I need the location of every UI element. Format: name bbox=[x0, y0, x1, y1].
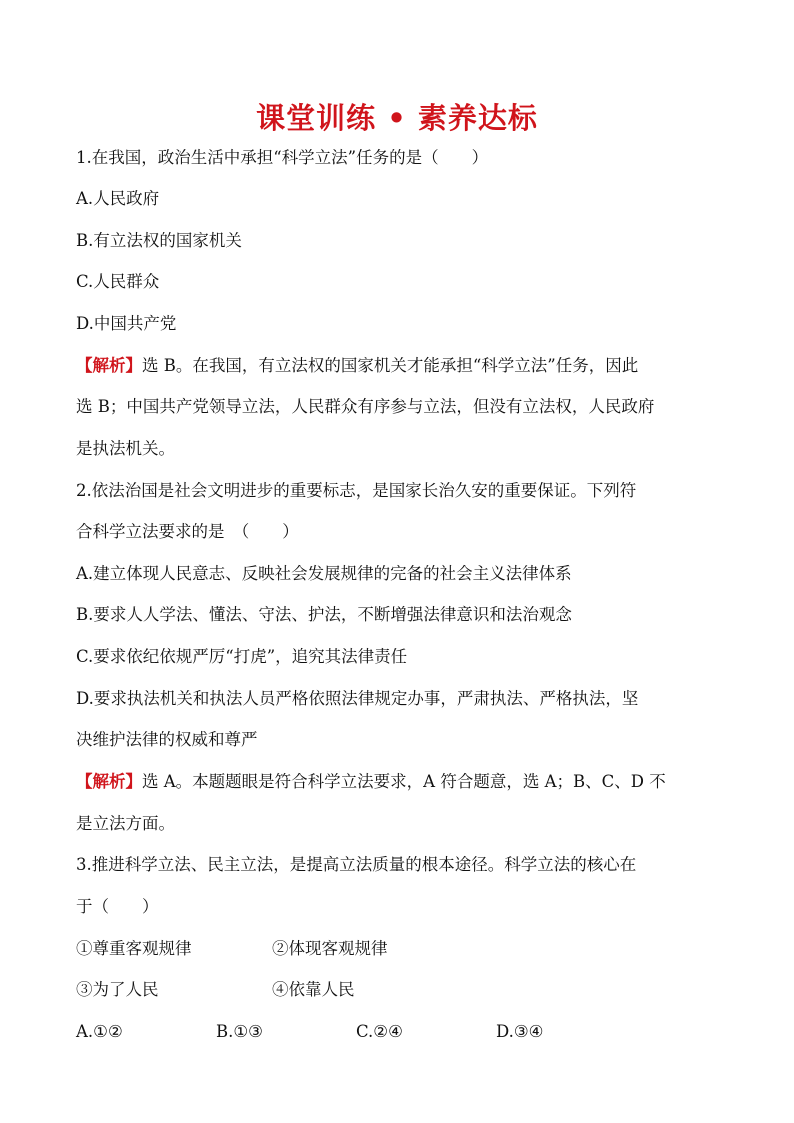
q1-option-c: C.人民群众 bbox=[76, 272, 160, 291]
q3-item-1: ①尊重客观规律 bbox=[76, 939, 192, 958]
q3-stem-line-2: 于（ ） bbox=[76, 897, 159, 916]
q2-stem-line-1: 2.依法治国是社会文明进步的重要标志，是国家长治久安的重要保证。下列符 bbox=[76, 481, 637, 500]
q2-analysis-line-1 bbox=[76, 772, 722, 792]
q1-analysis-line-2: 选 B；中国共产党领导立法，人民群众有序参与立法，但没有立法权，人民政府 bbox=[76, 397, 655, 416]
q1-analysis-line-3: 是执法机关。 bbox=[76, 439, 175, 458]
q2-stem-line-2: 合科学立法要求的是 （ ） bbox=[76, 522, 299, 541]
q3-item-4: ④依靠人民 bbox=[272, 980, 355, 999]
q1-analysis-text-1: 选 B。在我国，有立法权的国家机关才能承担“科学立法”任务，因此 bbox=[142, 356, 639, 375]
q2-analysis-line-2: 是立法方面。 bbox=[76, 814, 175, 833]
q3-choice-c: C.②④ bbox=[356, 1022, 403, 1041]
q2-option-a: A.建立体现人民意志、反映社会发展规律的完备的社会主义法律体系 bbox=[76, 564, 572, 583]
q3-choice-b: B.①③ bbox=[216, 1022, 263, 1041]
q3-stem-line-1: 3.推进科学立法、民主立法，是提高立法质量的根本途径。科学立法的核心在 bbox=[76, 855, 637, 874]
q3-item-3: ③为了人民 bbox=[76, 980, 159, 999]
q1-option-d: D.中国共产党 bbox=[76, 314, 177, 333]
q1-stem: 1.在我国，政治生活中承担“科学立法”任务的是（ ） bbox=[76, 148, 489, 167]
q2-option-d-line-1: D.要求执法机关和执法人员严格依照法律规定办事，严肃执法、严格执法，坚 bbox=[76, 689, 639, 708]
page-title: 课堂训练 • 素养达标 bbox=[256, 101, 538, 135]
q1-option-a: A.人民政府 bbox=[76, 189, 160, 208]
q3-choice-d: D.③④ bbox=[496, 1022, 544, 1041]
q2-option-d-line-2: 决维护法律的权威和尊严 bbox=[76, 730, 258, 749]
q3-item-2: ②体现客观规律 bbox=[272, 939, 388, 958]
q2-option-c: C.要求依纪依规严厉“打虎”，追究其法律责任 bbox=[76, 647, 408, 666]
analysis-tag: 【解析】 bbox=[76, 356, 142, 375]
analysis-tag: 【解析】 bbox=[76, 772, 142, 791]
q3-choice-a: A.①② bbox=[76, 1022, 123, 1041]
q1-analysis-line-1 bbox=[76, 356, 722, 376]
q2-option-b: B.要求人人学法、懂法、守法、护法，不断增强法律意识和法治观念 bbox=[76, 605, 572, 624]
q1-option-b: B.有立法权的国家机关 bbox=[76, 231, 242, 250]
q2-analysis-text-1: 选 A。本题题眼是符合科学立法要求，A 符合题意，选 A；B、C、D 不 bbox=[142, 772, 666, 791]
